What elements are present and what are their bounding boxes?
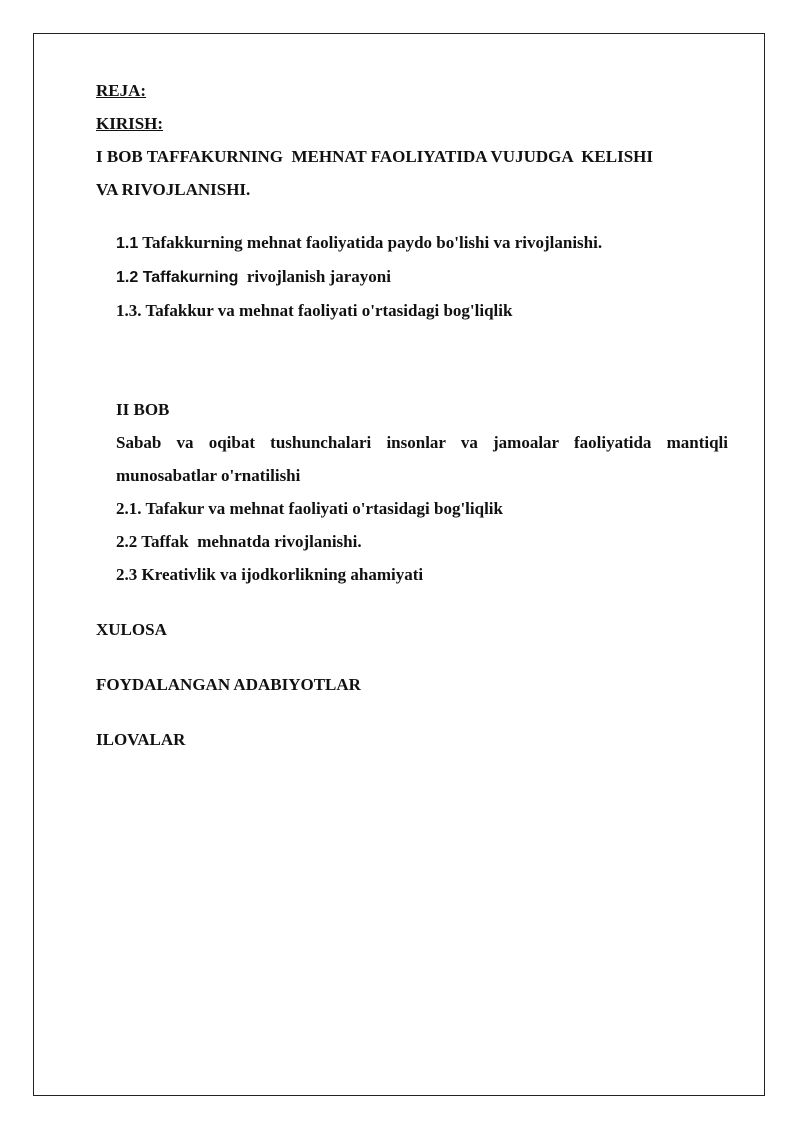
chapter1-title-line2: VA RIVOJLANISHI. — [96, 180, 251, 199]
chapter2-title-line2: munosabatlar o'rnatilishi — [116, 466, 301, 485]
section-1-1-text: Tafakkurning mehnat faoliyatida paydo bo'lishi va rivojlanishi. — [138, 233, 603, 252]
kirish-heading: KIRISH: — [96, 114, 164, 133]
adabiyotlar-heading: FOYDALANGAN ADABIYOTLAR — [96, 675, 361, 694]
section-2-2: 2.2 Taffak mehnatda rivojlanishi. — [116, 532, 362, 551]
section-2-3: 2.3 Kreativlik va ijodkorlikning ahamiyati — [116, 565, 424, 584]
ilovalar-heading: ILOVALAR — [96, 730, 186, 749]
section-1-2 — [96, 260, 728, 294]
chapter2-heading: II BOB — [116, 400, 170, 419]
section-2-1: 2.1. Tafakur va mehnat faoliyati o'rtasidagi bog'liqlik — [116, 499, 503, 518]
section-1-1 — [96, 226, 728, 260]
chapter2-title — [96, 426, 728, 492]
chapter2-title-line1: Sabab va oqibat tushunchalari insonlar va jamoalar faoliyatida mantiqli — [116, 433, 728, 452]
xulosa-heading: XULOSA — [96, 620, 167, 639]
section-1-3: 1.3. Tafakkur va mehnat faoliyati o'rtasidagi bog'liqlik — [116, 301, 513, 320]
section-1-1-number: 1.1 — [116, 235, 139, 252]
reja-heading: REJA: — [96, 81, 147, 100]
section-1-2-text: rivojlanish jarayoni — [238, 267, 391, 286]
document-outline — [96, 74, 728, 756]
section-1-2-number: 1.2 Taffakurning — [116, 269, 239, 286]
chapter1-title-line1: I BOB TAFFAKURNING MEHNAT FAOLIYATIDA VUJUDGA KELISHI — [96, 147, 653, 166]
